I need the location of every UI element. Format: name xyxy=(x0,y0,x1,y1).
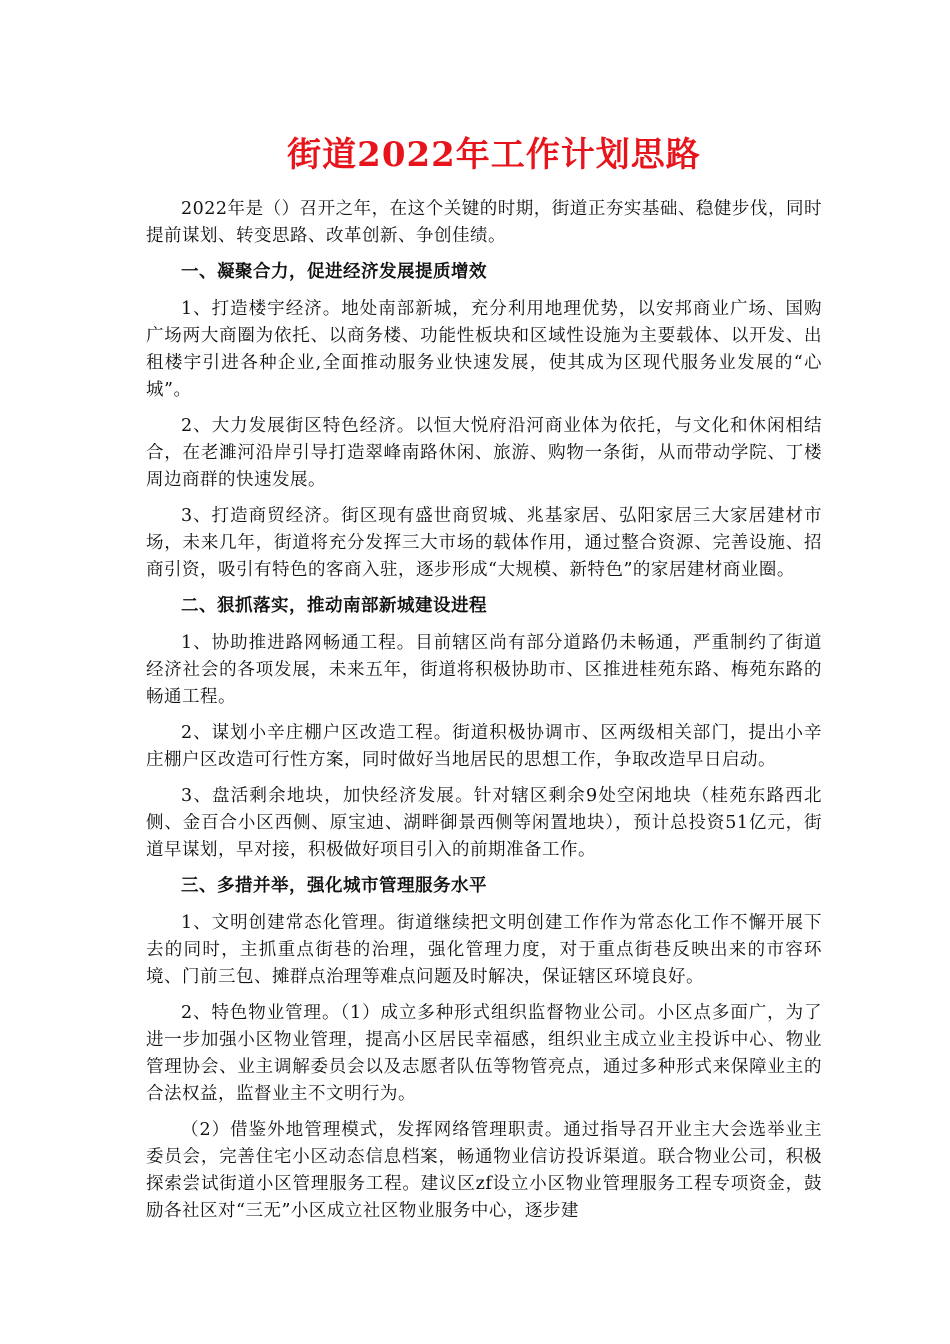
section-2-paragraph-2: 2、谋划小辛庄棚户区改造工程。街道积极协调市、区两级相关部门，提出小辛庄棚户区改造可行性方案，同时做好当地居民的思想工作，争取改造早日启动。 xyxy=(146,723,822,770)
intro-paragraph: 2022年是（）召开之年，在这个关键的时期，街道正夯实基础、稳健步伐，同时提前谋划、转变思路、改革创新、争创佳绩。 xyxy=(146,199,822,246)
section-1-paragraph-2: 2、大力发展街区特色经济。以恒大悦府沿河商业体为依托，与文化和休闲相结合，在老濉河沿岸引导打造翠峰南路休闲、旅游、购物一条街，从而带动学院、丁楼周边商群的快速发展。 xyxy=(146,416,822,490)
section-1-paragraph-3: 3、打造商贸经济。街区现有盛世商贸城、兆基家居、弘阳家居三大家居建材市场，未来几年，街道将充分发挥三大市场的载体作用，通过整合资源、完善设施、招商引资，吸引有特色的客商入驻，逐步形成“大规模、新特色”的家居建材商业圈。 xyxy=(146,506,822,580)
section-3-paragraph-3: （2）借鉴外地管理模式，发挥网络管理职责。通过指导召开业主大会选举业主委员会，完善住宅小区动态信息档案，畅通物业信访投诉渠道。联合物业公司，积极探索尝试街道小区管理服务工程。建议区zf设立小区物业管理服务工程专项资金，鼓励各社区对“三无”小区成立社区物业服务中心，逐步建 xyxy=(146,1120,822,1221)
section-2-heading: 二、狠抓落实，推动南部新城建设进程 xyxy=(181,596,487,616)
section-1-heading: 一、凝聚合力，促进经济发展提质增效 xyxy=(181,262,487,282)
section-1-paragraph-1: 1、打造楼宇经济。地处南部新城，充分利用地理优势，以安邦商业广场、国购广场两大商圈为依托、以商务楼、功能性板块和区域性设施为主要载体、以开发、出租楼宇引进各种企业,全面推动服务业快速发展，使其成为区现代服务业发展的“心城”。 xyxy=(146,299,822,400)
section-3-heading: 三、多措并举，强化城市管理服务水平 xyxy=(181,876,487,896)
section-2-paragraph-3: 3、盘活剩余地块，加快经济发展。针对辖区剩余9处空闲地块（桂苑东路西北侧、金百合小区西侧、原宝迪、湖畔御景西侧等闲置地块），预计总投资51亿元，街道早谋划，早对接，积极做好项目引入的前期准备工作。 xyxy=(146,786,822,860)
section-3-paragraph-1: 1、文明创建常态化管理。街道继续把文明创建工作作为常态化工作不懈开展下去的同时，主抓重点街巷的治理，强化管理力度，对于重点街巷反映出来的市容环境、门前三包、摊群点治理等难点问题及时解决，保证辖区环境良好。 xyxy=(146,913,822,987)
page-title: 街道2022年工作计划思路 xyxy=(287,135,701,175)
section-3-paragraph-2: 2、特色物业管理。（1）成立多种形式组织监督物业公司。小区点多面广，为了进一步加强小区物业管理，提高小区居民幸福感，组织业主成立业主投诉中心、物业管理协会、业主调解委员会以及志愿者队伍等物管亮点，通过多种形式来保障业主的合法权益，监督业主不文明行为。 xyxy=(146,1003,822,1104)
section-2-paragraph-1: 1、协助推进路网畅通工程。目前辖区尚有部分道路仍未畅通，严重制约了街道经济社会的各项发展，未来五年，街道将积极协助市、区推进桂苑东路、梅苑东路的畅通工程。 xyxy=(146,633,822,707)
